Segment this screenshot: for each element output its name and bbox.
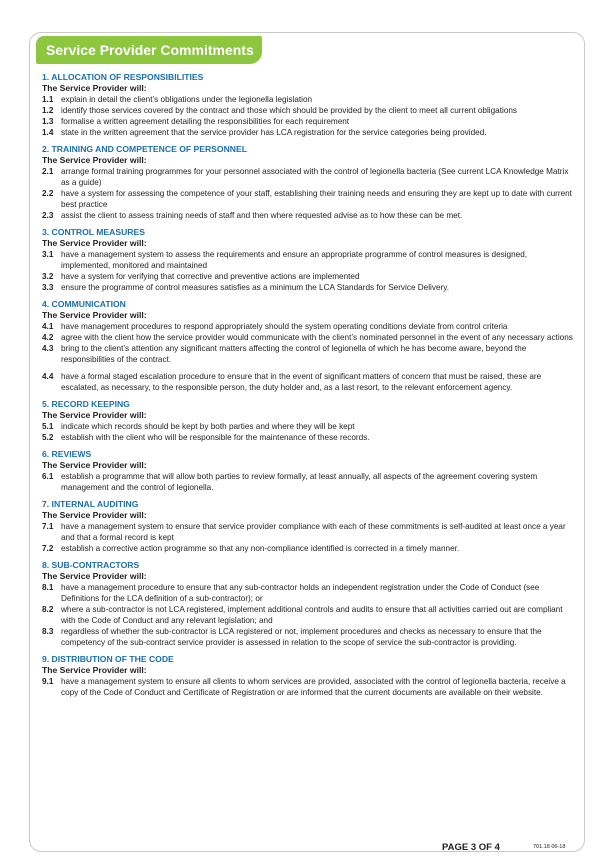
list-item <box>42 282 574 293</box>
section-subheading: The Service Provider will: <box>42 665 147 675</box>
item-text: indicate which records should be kept by both parties and where they will be kept <box>61 422 355 431</box>
section-heading: 4. COMMUNICATION <box>42 299 126 309</box>
item-number: 9.1 <box>42 677 54 686</box>
item-text: bring to the client’s attention any significant matters affecting the control of legionella of which he has become aware, beyond the responsibilities of the contract. <box>61 344 527 364</box>
list-item <box>42 188 574 210</box>
list-item <box>42 471 574 493</box>
item-number: 4.1 <box>42 322 54 331</box>
section-subheading: The Service Provider will: <box>42 571 147 581</box>
item-text: arrange formal training programmes for your personnel associated with the control of legionella bacteria (See current LCA Knowledge Matrix as a guide) <box>61 167 569 187</box>
section-subheading: The Service Provider will: <box>42 460 147 470</box>
section-subheading: The Service Provider will: <box>42 155 147 165</box>
list-item <box>42 626 574 648</box>
list-item <box>42 210 574 221</box>
item-number: 8.2 <box>42 605 54 614</box>
section-communication <box>42 299 574 393</box>
item-number: 2.2 <box>42 189 54 198</box>
item-number: 5.2 <box>42 433 54 442</box>
item-number: 7.1 <box>42 522 54 531</box>
page-number: PAGE 3 OF 4 <box>442 842 500 853</box>
item-text: establish a programme that will allow both parties to review formally, at least annually, all aspects of the agreement covering system management and the control of legionella. <box>61 472 538 492</box>
section-heading: 2. TRAINING AND COMPETENCE OF PERSONNEL <box>42 144 247 154</box>
section-internal-auditing <box>42 499 574 554</box>
item-number: 3.1 <box>42 250 54 259</box>
list-item <box>42 127 574 138</box>
section-subheading: The Service Provider will: <box>42 310 147 320</box>
item-number: 8.3 <box>42 627 54 636</box>
list-item <box>42 604 574 626</box>
list-item <box>42 105 574 116</box>
section-heading: 5. RECORD KEEPING <box>42 399 130 409</box>
section-heading: 3. CONTROL MEASURES <box>42 227 145 237</box>
item-text: ensure the programme of control measures satisfies as a minimum the LCA Standards for Service Delivery. <box>61 283 450 292</box>
item-text: identify those services covered by the contract and those which should be provided by the client to meet all current obligations <box>61 106 518 115</box>
list-item <box>42 271 574 282</box>
section-heading: 6. REVIEWS <box>42 449 92 459</box>
list-item <box>42 94 574 105</box>
list-item <box>42 676 574 698</box>
item-text: state in the written agreement that the service provider has LCA registration for the service categories being provided. <box>61 128 487 137</box>
list-item <box>42 332 574 343</box>
item-number: 3.3 <box>42 283 54 292</box>
list-item <box>42 321 574 332</box>
item-text: have a management system to assess the requirements and ensure an appropriate programme of control measures is designed, implemented, monitored and maintained <box>61 250 528 270</box>
item-text: have a system for assessing the competence of your staff, establishing their training needs and ensuring they are kept up to date with current best practice <box>61 189 572 209</box>
list-item <box>42 543 574 554</box>
item-number: 1.2 <box>42 106 54 115</box>
item-number: 8.1 <box>42 583 54 592</box>
section-heading: 1. ALLOCATION OF RESPONSIBILITIES <box>42 72 204 82</box>
commitments-content <box>42 70 574 704</box>
item-text: establish a corrective action programme so that any non-compliance identified is corrected in a timely manner. <box>61 544 460 553</box>
list-item <box>42 116 574 127</box>
item-number: 5.1 <box>42 422 54 431</box>
page-title: Service Provider Commitments <box>36 36 262 64</box>
item-text: have a formal staged escalation procedure to ensure that in the event of significant matters of concern that must be raised, these are escalated, as necessary, to the responsible person, the duty holder and, as a last resort, to the relevant enforcement agency. <box>61 372 542 392</box>
list-item <box>42 343 574 365</box>
item-number: 1.1 <box>42 95 54 104</box>
section-subheading: The Service Provider will: <box>42 83 147 93</box>
section-allocation <box>42 72 574 138</box>
item-text: establish with the client who will be responsible for the maintenance of these records. <box>61 433 370 442</box>
item-text: formalise a written agreement detailing the responsibilities for each requirement <box>61 117 350 126</box>
list-item <box>42 421 574 432</box>
section-heading: 7. INTERNAL AUDITING <box>42 499 139 509</box>
item-number: 4.3 <box>42 344 54 353</box>
item-number: 7.2 <box>42 544 54 553</box>
section-distribution <box>42 654 574 698</box>
section-subheading: The Service Provider will: <box>42 238 147 248</box>
item-number: 3.2 <box>42 272 54 281</box>
item-text: regardless of whether the sub-contractor is LCA registered or not, implement procedures and checks as necessary to ensure that the competency of the sub-contract service provider is assessed in relation to the scope of service the sub-contractor is providing. <box>61 627 542 647</box>
item-text: have a management system to ensure that service provider compliance with each of these commitments is self-audited at least once a year and that a formal record is kept <box>61 522 566 542</box>
section-training <box>42 144 574 221</box>
item-number: 6.1 <box>42 472 54 481</box>
list-item <box>42 432 574 443</box>
section-heading: 8. SUB-CONTRACTORS <box>42 560 140 570</box>
section-subheading: The Service Provider will: <box>42 510 147 520</box>
section-subheading: The Service Provider will: <box>42 410 147 420</box>
list-item <box>42 166 574 188</box>
item-number: 4.4 <box>42 372 54 381</box>
section-record-keeping <box>42 399 574 443</box>
item-number: 1.3 <box>42 117 54 126</box>
list-item <box>42 371 574 393</box>
item-number: 2.1 <box>42 167 54 176</box>
section-reviews <box>42 449 574 493</box>
section-sub-contractors <box>42 560 574 648</box>
item-text: assist the client to assess training needs of staff and then where requested advise as to how these can be met. <box>61 211 463 220</box>
item-number: 1.4 <box>42 128 54 137</box>
item-text: agree with the client how the service provider would communicate with the client’s nominated personnel in the event of any necessary actions <box>61 333 573 342</box>
section-control-measures <box>42 227 574 293</box>
item-text: have a system for verifying that corrective and preventive actions are implemented <box>61 272 360 281</box>
list-item <box>42 582 574 604</box>
item-text: explain in detail the client’s obligations under the legionella legislation <box>61 95 313 104</box>
item-text: have a management system to ensure all clients to whom services are provided, associated with the control of legionella bacteria, receive a copy of the Code of Conduct and Certificate of Registration or are informed that the current documents are available on their website. <box>61 677 566 697</box>
list-item <box>42 521 574 543</box>
item-text: have a management procedure to ensure that any sub-contractor holds an independent registration under the Code of Conduct (see Definitions for the LCA definition of a sub-contractor); or <box>61 583 540 603</box>
section-heading: 9. DISTRIBUTION OF THE CODE <box>42 654 174 664</box>
item-number: 4.2 <box>42 333 54 342</box>
item-text: where a sub-contractor is not LCA registered, implement additional controls and audits to ensure that all activities carried out are compliant with the Code of Conduct and any relevant legislation; and <box>61 605 563 625</box>
document-code: 701.18 06-18 <box>533 844 566 850</box>
item-number: 2.3 <box>42 211 54 220</box>
item-text: have management procedures to respond appropriately should the system operating conditions deviate from control criteria <box>61 322 508 331</box>
list-item <box>42 249 574 271</box>
